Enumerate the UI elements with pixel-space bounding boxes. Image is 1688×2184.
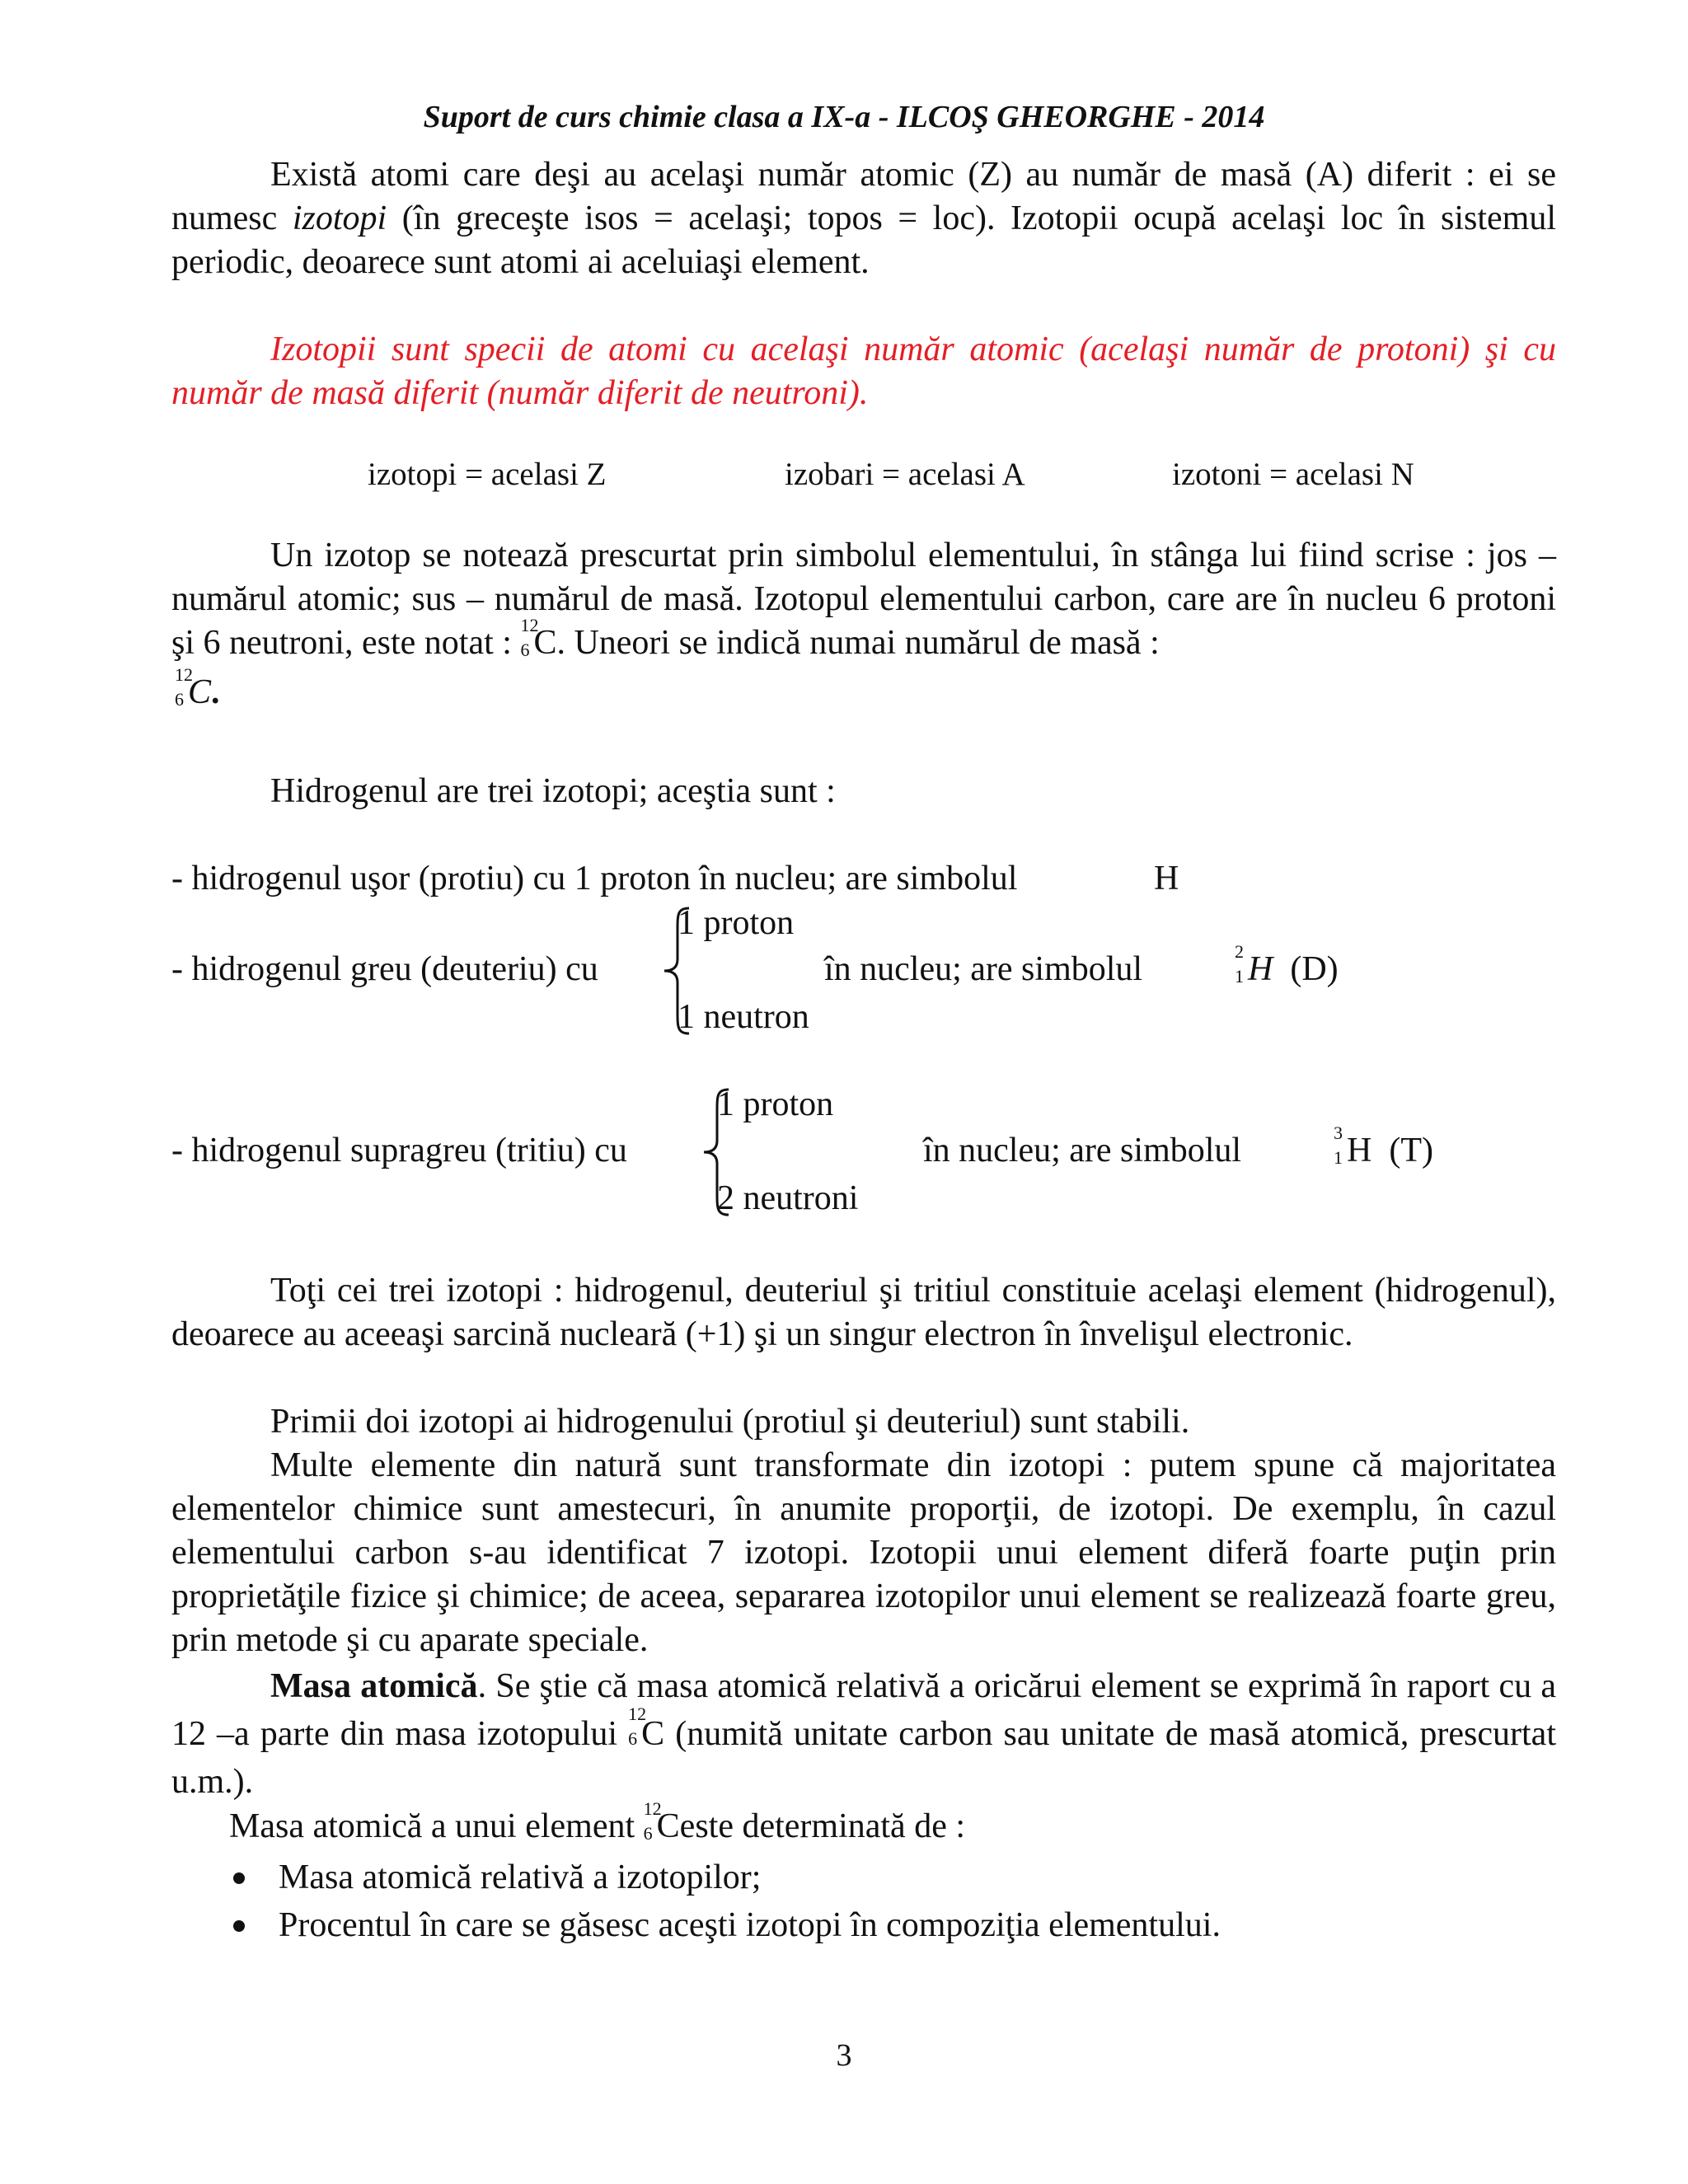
tritium-protons: 1 proton <box>717 1085 834 1123</box>
tritium-line: - hidrogenul supragreu (tritiu) cu <box>171 1132 627 1169</box>
hydrogen-isotopes-heading: Hidrogenul are trei izotopi; aceştia sunt : <box>270 772 836 810</box>
paragraph-determined-by: Masa atomică a unui element 12 6 Ceste determinată de : <box>229 1798 966 1845</box>
paragraph-text: . Se ştie că masa atomică relativă a oricărui element se exprimă în raport cu a 12 –a parte din masa izotopului <box>171 1667 1557 1753</box>
paragraph-text: Multe elemente din natură sunt transformate din izotopi : putem spune că majoritatea elementelor chimice sunt amestecuri, în anumite proporţii, de izotopi. De exemplu, în cazul elementului carbon s-au identificat 7 izotopi. Izotopii unui element diferă foarte puţin prin proprietăţile fizice şi chimice; de aceea, separarea izotopilor unui element se realizează foarte greu, prin metode şi cu aparate speciale. <box>171 1446 1556 1659</box>
bullet-icon <box>233 1872 245 1884</box>
paragraph-notation <box>171 534 1556 665</box>
paragraph-isotopes-intro <box>171 153 1556 284</box>
paragraph-text: (în greceşte isos = acelaşi; topos = loc). Izotopii ocupă acelaşi loc în sistemul periodic, deoarece sunt atomi ai aceluiaşi element. <box>171 199 1557 281</box>
isotope-c12-notation: 12 6 C <box>520 615 557 662</box>
eq-izotopi: izotopi = acelasi Z <box>368 457 607 492</box>
tritium-neutrons: 2 neutroni <box>717 1179 859 1217</box>
paragraph-text: Un izotop se notează prescurtat prin simbolul elementului, în stânga lui fiind scrise : jos – numărul atomic; sus – numărul de masă. Izotopul elementului carbon, care are în nucleu 6 protoni şi 6 neutroni, este notat : <box>171 537 1556 662</box>
tritium-mid: în nucleu; are simbolul <box>923 1132 1242 1169</box>
deuterium-protons: 1 proton <box>678 904 795 942</box>
protium-symbol: H <box>1154 860 1179 898</box>
bullet-item: Procentul în care se găsesc aceşti izotopi în compoziţia elementului. <box>279 1906 1221 1944</box>
paragraph-mixtures <box>171 1444 1556 1662</box>
protium-line: - hidrogenul uşor (protiu) cu 1 proton în nucleu; are simbolul <box>171 860 1018 898</box>
paragraph-text: (numită unitate carbon sau unitate de masă atomică, prescurtat u.m.). <box>171 1715 1556 1801</box>
isotope-c12-notation: 12 6 C <box>628 1704 665 1753</box>
deuterium-symbol: 2 1 H (D) <box>1235 941 1339 988</box>
page-number: 3 <box>836 2038 852 2073</box>
eq-izobari: izobari = acelasi A <box>785 457 1025 492</box>
tritium-symbol: 3 1 H (T) <box>1334 1122 1433 1169</box>
paragraph-text: . Uneori se indică numai numărul de masă : <box>556 624 1160 662</box>
isotope-c12-italic: 12 6 C. <box>175 664 220 711</box>
bullet-item: Masa atomică relativă a izotopilor; <box>279 1858 762 1896</box>
paragraph-atomic-mass <box>171 1662 1556 1806</box>
paragraph-stable: Primii doi izotopi ai hidrogenului (protiul şi deuteriul) sunt stabili. <box>270 1403 1190 1441</box>
deuterium-mid: în nucleu; are simbolul <box>824 950 1143 988</box>
term-masa-atomica: Masa atomică <box>270 1667 478 1705</box>
page-header: Suport de curs chimie clasa a IX-a - ILCOŞ GHEORGHE - 2014 <box>423 100 1265 134</box>
paragraph-text: Există atomi care deşi au acelaşi număr atomic (Z) au număr de masă (A) diferit : ei se numesc <box>171 156 1556 237</box>
paragraph-same-element <box>171 1269 1556 1357</box>
isotope-definition <box>171 328 1556 415</box>
bullet-icon <box>233 1920 245 1932</box>
definition-text: Izotopii sunt specii de atomi cu acelaşi număr atomic (acelaşi număr de protoni) şi cu număr de masă diferit (număr diferit de neutroni). <box>171 330 1556 412</box>
eq-izotoni: izotoni = acelasi N <box>1172 457 1414 492</box>
deuterium-neutrons: 1 neutron <box>678 998 809 1036</box>
paragraph-text: Toţi cei trei izotopi : hidrogenul, deuteriul şi tritiul constituie acelaşi element (hidrogenul), deoarece au aceeaşi sarcină nucleară (+1) şi un singur electron în învelişul electronic. <box>171 1272 1556 1353</box>
deuterium-line: - hidrogenul greu (deuteriu) cu <box>171 950 598 988</box>
term-izotopi: izotopi <box>292 199 387 237</box>
